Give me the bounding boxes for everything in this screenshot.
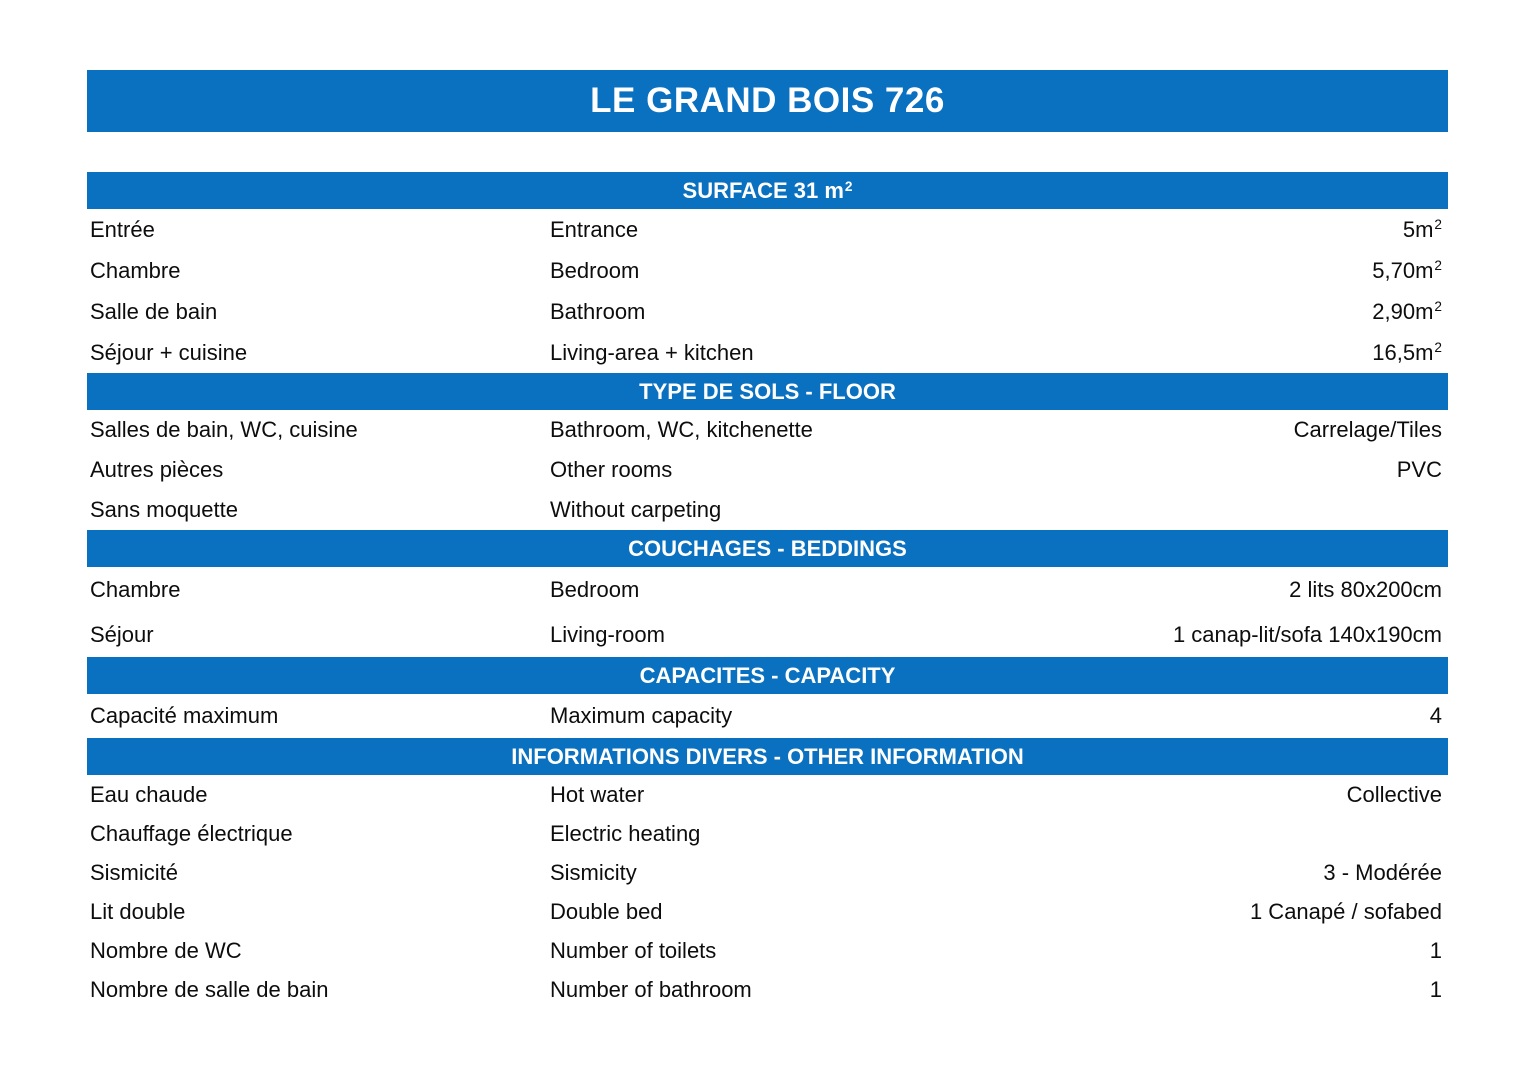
label-french: Séjour <box>90 621 154 647</box>
spec-table <box>87 172 1448 1009</box>
label-french: Nombre de WC <box>90 937 242 963</box>
label-english: Bathroom <box>550 298 646 324</box>
row-value-text: Carrelage/Tiles <box>1293 417 1442 442</box>
section-rows <box>87 694 1448 738</box>
section-header <box>87 373 1448 410</box>
label-english: Number of bathroom <box>550 976 752 1002</box>
label-french: Chauffage électrique <box>90 820 293 846</box>
label-french: Séjour + cuisine <box>90 339 248 365</box>
document-title: LE GRAND BOIS 726 <box>590 81 945 120</box>
section-header-label: CAPACITES - CAPACITY <box>639 663 896 688</box>
spec-row <box>87 931 1448 970</box>
label-french: Salle de bain <box>90 298 218 324</box>
spec-row <box>87 694 1448 738</box>
section-header <box>87 738 1448 775</box>
label-french: Chambre <box>90 257 181 283</box>
row-value-text: 16,5m <box>1372 339 1434 365</box>
row-value-text: 5,70m <box>1372 257 1434 283</box>
label-french: Autres pièces <box>90 457 224 482</box>
row-value-text: Collective <box>1346 781 1442 807</box>
label-english: Other rooms <box>550 457 673 482</box>
label-english: Bathroom, WC, kitchenette <box>550 417 813 442</box>
spec-section <box>87 373 1448 530</box>
spec-row <box>87 970 1448 1009</box>
row-value-text: 2,90m <box>1372 298 1434 324</box>
spec-row <box>87 332 1448 373</box>
section-header <box>87 530 1448 567</box>
label-french: Sans moquette <box>90 497 238 522</box>
row-value <box>1347 782 1442 808</box>
section-header <box>87 172 1448 209</box>
label-french: Lit double <box>90 898 186 924</box>
row-value-text: 3 - Modérée <box>1323 859 1442 885</box>
label-english: Living-area + kitchen <box>550 339 754 365</box>
label-english: Electric heating <box>550 820 701 846</box>
spec-row <box>87 250 1448 291</box>
spec-row <box>87 450 1448 490</box>
label-english: Entrance <box>550 216 639 242</box>
section-rows <box>87 775 1448 1009</box>
property-spec-sheet <box>87 70 1448 1009</box>
row-value-superscript: 2 <box>1434 258 1442 273</box>
section-header <box>87 657 1448 694</box>
label-french: Capacité maximum <box>90 703 279 728</box>
label-french: Eau chaude <box>90 781 208 807</box>
label-english: Maximum capacity <box>550 703 733 728</box>
row-value <box>1372 340 1442 366</box>
row-value-text: 1 canap-lit/sofa 140x190cm <box>1172 621 1442 647</box>
spec-row <box>87 853 1448 892</box>
label-english: Living-room <box>550 621 665 647</box>
row-value-text: 5m <box>1402 216 1434 242</box>
row-value <box>1372 258 1442 284</box>
label-french: Chambre <box>90 576 181 602</box>
row-value-superscript: 2 <box>1434 299 1442 314</box>
row-value <box>1289 577 1442 603</box>
row-value <box>1294 417 1442 443</box>
row-value <box>1430 703 1442 729</box>
spec-row <box>87 775 1448 814</box>
spec-row <box>87 567 1448 612</box>
section-rows <box>87 209 1448 373</box>
spec-section <box>87 530 1448 657</box>
spec-section <box>87 738 1448 1009</box>
label-french: Sismicité <box>90 859 179 885</box>
row-value-superscript: 2 <box>1434 217 1442 232</box>
label-french: Salles de bain, WC, cuisine <box>90 417 358 442</box>
row-value <box>1173 622 1442 648</box>
document-title-bar <box>87 70 1448 132</box>
row-value <box>1250 899 1442 925</box>
row-value <box>1397 457 1442 483</box>
label-english: Hot water <box>550 781 645 807</box>
title-spacer <box>87 132 1448 172</box>
spec-row <box>87 814 1448 853</box>
row-value-text: 1 Canapé / sofabed <box>1249 898 1442 924</box>
label-french: Nombre de salle de bain <box>90 976 329 1002</box>
spec-row <box>87 892 1448 931</box>
row-value-superscript: 2 <box>1434 340 1442 355</box>
row-value <box>1403 217 1442 243</box>
row-value-text: PVC <box>1396 457 1442 482</box>
spec-row <box>87 209 1448 250</box>
row-value-text: 4 <box>1429 703 1442 728</box>
spec-row <box>87 410 1448 450</box>
row-value <box>1372 299 1442 325</box>
section-header-label: INFORMATIONS DIVERS - OTHER INFORMATION <box>511 744 1024 769</box>
label-english: Sismicity <box>550 859 637 885</box>
row-value-text: 1 <box>1429 937 1442 963</box>
label-french: Entrée <box>90 216 155 242</box>
spec-section <box>87 657 1448 738</box>
row-value <box>1430 938 1442 964</box>
label-english: Number of toilets <box>550 937 717 963</box>
label-english: Bedroom <box>550 257 640 283</box>
section-header-superscript: 2 <box>844 178 853 194</box>
section-header-label: COUCHAGES - BEDDINGS <box>628 536 907 561</box>
label-english: Without carpeting <box>550 497 722 522</box>
spec-row <box>87 291 1448 332</box>
label-english: Double bed <box>550 898 663 924</box>
section-header-label: SURFACE 31 m <box>682 178 844 203</box>
row-value-text: 2 lits 80x200cm <box>1289 576 1442 602</box>
row-value <box>1430 977 1442 1003</box>
spec-row <box>87 490 1448 530</box>
spec-row <box>87 612 1448 657</box>
section-rows <box>87 567 1448 657</box>
spec-section <box>87 172 1448 373</box>
row-value <box>1323 860 1442 886</box>
label-english: Bedroom <box>550 576 640 602</box>
section-header-label: TYPE DE SOLS - FLOOR <box>639 379 896 404</box>
section-rows <box>87 410 1448 530</box>
row-value-text: 1 <box>1429 976 1442 1002</box>
